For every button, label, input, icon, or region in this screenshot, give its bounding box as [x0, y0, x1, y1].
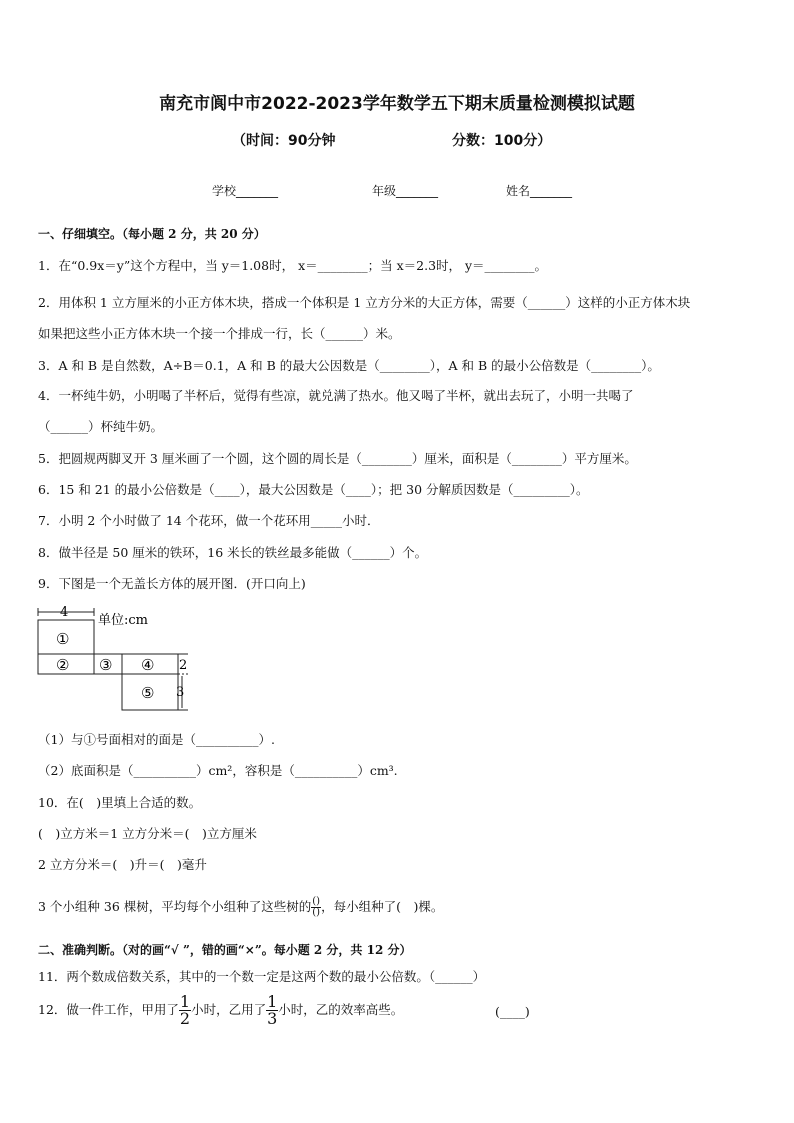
school-field: 学校_______ — [212, 184, 279, 198]
page-title: 南充市阆中市2022-2023学年数学五下期末质量检测模拟试题 — [159, 94, 635, 114]
box-net-diagram — [36, 602, 196, 712]
dim-top: 4 — [60, 605, 69, 620]
question-11: 11．两个数成倍数关系，其中的一个数一定是这两个数的最小公倍数。（______） — [38, 969, 486, 984]
question-10-c-tail: ，每小组种了( )棵。 — [321, 899, 444, 914]
question-7: 7．小明 2 个小时做了 14 个花环，做一个花环用_____小时． — [38, 513, 380, 528]
face-1: ① — [56, 630, 70, 648]
question-8: 8．做半径是 50 厘米的铁环，16 米长的铁丝最多能做（______）个。 — [38, 545, 428, 560]
question-12-mid: 小时，乙用了 — [191, 1002, 267, 1017]
grade-field: 年级_______ — [372, 184, 439, 198]
question-10: 10．在( )里填上合适的数。 — [38, 795, 202, 810]
face-5: ⑤ — [141, 684, 155, 702]
question-10-c-text: 3 个小组种 36 棵树，平均每个小组种了这些树的 — [38, 899, 312, 914]
question-4-line-2: （______）杯纯牛奶。 — [38, 419, 164, 434]
question-2-line-2: 如果把这些小正方体木块一个接一个排成一行，长（______）米。 — [38, 326, 401, 341]
unit-label: 单位:cm — [98, 613, 148, 628]
question-4-line-1: 4．一杯纯牛奶，小明喝了半杯后，觉得有些凉，就兑满了热水。他又喝了半杯，就出去玩了，小明一共喝了 — [38, 388, 634, 403]
face-4: ④ — [141, 656, 155, 674]
question-9: 9．下图是一个无盖长方体的展开图．(开口向上) — [38, 576, 306, 591]
fraction-half: $\frac{1}{2}$ — [179, 992, 191, 1028]
dim-right-2: 3 — [176, 685, 185, 700]
question-10-a: ( )立方米＝1 立方分米＝( )立方厘米 — [38, 826, 257, 841]
question-12-text: 12．做一件工作，甲用了 — [38, 1002, 179, 1017]
question-3: 3．A 和 B 是自然数，A÷B＝0.1，A 和 B 的最大公因数是（________），A 和 B 的最小公倍数是（________）。 — [38, 358, 660, 373]
question-2-line-1: 2．用体积 1 立方厘米的小正方体木块，搭成一个体积是 1 立方分米的大正方体，需要（______）这样的小正方体木块 — [38, 295, 691, 310]
face-3: ③ — [99, 656, 113, 674]
section-2-heading: 二、准确判断。（对的画“√ ”，错的画“×”。每小题 2 分，共 12 分） — [38, 943, 412, 957]
question-9-1: （1）与①号面相对的面是（__________）. — [38, 732, 275, 747]
question-12-blank: (____) — [495, 1004, 530, 1019]
question-5: 5．把圆规两脚叉开 3 厘米画了一个圆，这个圆的周长是（________）厘米，面积是（________）平方厘米。 — [38, 451, 637, 466]
question-1: 1．在“0.9x＝y”这个方程中，当 y＝1.08时， x＝________；当 x＝2.3时， y＝________。 — [38, 258, 548, 273]
face-2: ② — [56, 656, 70, 674]
question-12-tail: 小时，乙的效率高些。 — [278, 1002, 404, 1017]
fraction-third: $\frac{1}{3}$ — [267, 992, 278, 1028]
question-12 — [38, 994, 403, 1027]
section-1-heading: 一、仔细填空。（每小题 2 分，共 20 分） — [38, 227, 266, 241]
question-10-b: 2 立方分米＝( )升＝( )毫升 — [38, 857, 207, 872]
name-field: 姓名_______ — [506, 184, 573, 198]
dim-right-1: 2 — [179, 658, 188, 673]
fraction-blank: $\frac{()}{()}$ — [312, 896, 321, 918]
exam-time: （时间：90分钟 — [232, 133, 336, 149]
question-9-2: （2）底面积是（__________）cm²，容积是（__________）cm³. — [38, 763, 398, 778]
question-6: 6．15 和 21 的最小公倍数是（____），最大公因数是（____）；把 30 分解质因数是（_________）。 — [38, 482, 589, 497]
exam-score: 分数：100分） — [452, 133, 552, 149]
question-10-c — [38, 897, 443, 918]
